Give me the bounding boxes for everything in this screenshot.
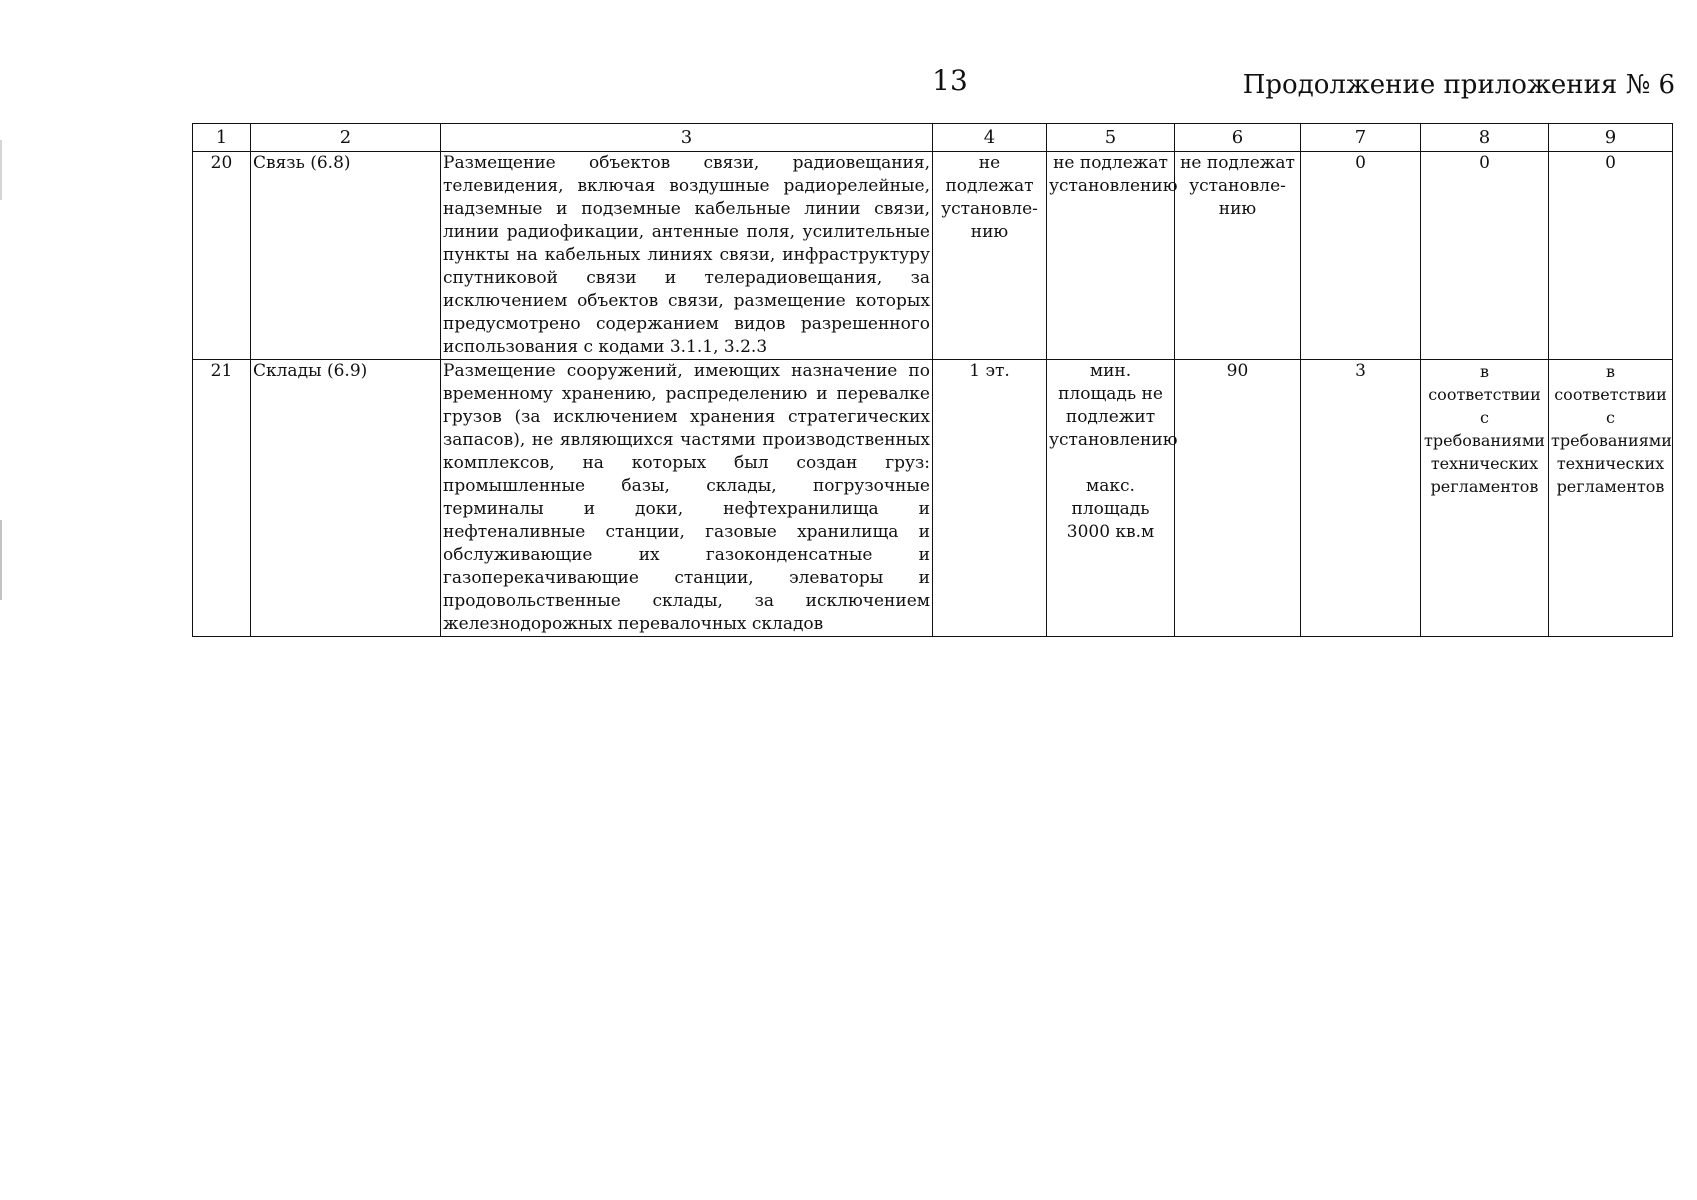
cell-col4: 1 эт. bbox=[933, 360, 1047, 637]
cell-col8 bbox=[1421, 360, 1549, 637]
cell-text: не подлежат установле- нию bbox=[941, 153, 1038, 242]
table-row bbox=[193, 360, 1673, 637]
column-header: 2 bbox=[251, 124, 441, 152]
land-use-description: Размещение объектов связи, радиовещания, телевидения, включая воздушные радиорелейные, надземные и подземные кабельные линии связи, линии радиофикации, антенные поля, усилительные пункты на кабельных линиях связи, инфраструктуру спутниковой связи и телерадиовещания, за исключением объектов связи, размещение которых предусмотрено содержанием видов разрешенного использования с кодами 3.1.1, 3.2.3 bbox=[441, 152, 933, 360]
cell-col7: 0 bbox=[1301, 152, 1421, 360]
cell-col6: 90 bbox=[1175, 360, 1301, 637]
column-header: 1 bbox=[193, 124, 251, 152]
cell-col8: 0 bbox=[1421, 152, 1549, 360]
column-header: 4 bbox=[933, 124, 1047, 152]
column-header: 3 bbox=[441, 124, 933, 152]
table-row bbox=[193, 152, 1673, 360]
header-row bbox=[193, 124, 1673, 152]
cell-col5 bbox=[1047, 152, 1178, 360]
column-header: 9 bbox=[1549, 124, 1673, 152]
cell-col6 bbox=[1175, 152, 1301, 360]
cell-text: не подлежат установлению bbox=[1049, 153, 1178, 196]
cell-col4 bbox=[933, 152, 1047, 360]
cell-text: в соответствии с требованиями технических регламентов bbox=[1424, 362, 1545, 496]
land-use-description: Размещение сооружений, имеющих назначение по временному хранению, распределению и перевалке грузов (за исключением хранения стратегических запасов), не являющихся частями производственных комплексов, на которых был создан груз: промышленные базы, склады, погрузочные терминалы и доки, нефтехранилища и нефтеналивные станции, газовые хранилища и обслуживающие их газоконденсатные и газоперекачивающие станции, элеваторы и продовольственные склады, за исключением железнодорожных перевалочных складов bbox=[441, 360, 933, 637]
cell-text: не подлежат установле- нию bbox=[1180, 153, 1295, 219]
regulations-table bbox=[192, 123, 1673, 637]
row-number: 20 bbox=[193, 152, 251, 360]
column-header: 6 bbox=[1175, 124, 1301, 152]
cell-text: мин. площадь не подлежит установлению макс. площадь 3000 кв.м bbox=[1049, 361, 1178, 542]
scan-artifact bbox=[0, 520, 2, 600]
column-header: 8 bbox=[1421, 124, 1549, 152]
column-header: 5 bbox=[1047, 124, 1175, 152]
cell-col9 bbox=[1549, 360, 1673, 637]
scan-artifact bbox=[0, 140, 2, 200]
page-number: 13 bbox=[932, 64, 968, 97]
cell-col7: 3 bbox=[1301, 360, 1421, 637]
land-use-type: Склады (6.9) bbox=[251, 360, 441, 637]
appendix-title: Продолжение приложения № 6 bbox=[1242, 70, 1675, 100]
cell-col9: 0 bbox=[1549, 152, 1673, 360]
land-use-type: Связь (6.8) bbox=[251, 152, 441, 360]
cell-col5 bbox=[1047, 360, 1178, 637]
row-number: 21 bbox=[193, 360, 251, 637]
cell-text: в соответствии с требованиями технических регламентов bbox=[1551, 362, 1672, 496]
column-header: 7 bbox=[1301, 124, 1421, 152]
